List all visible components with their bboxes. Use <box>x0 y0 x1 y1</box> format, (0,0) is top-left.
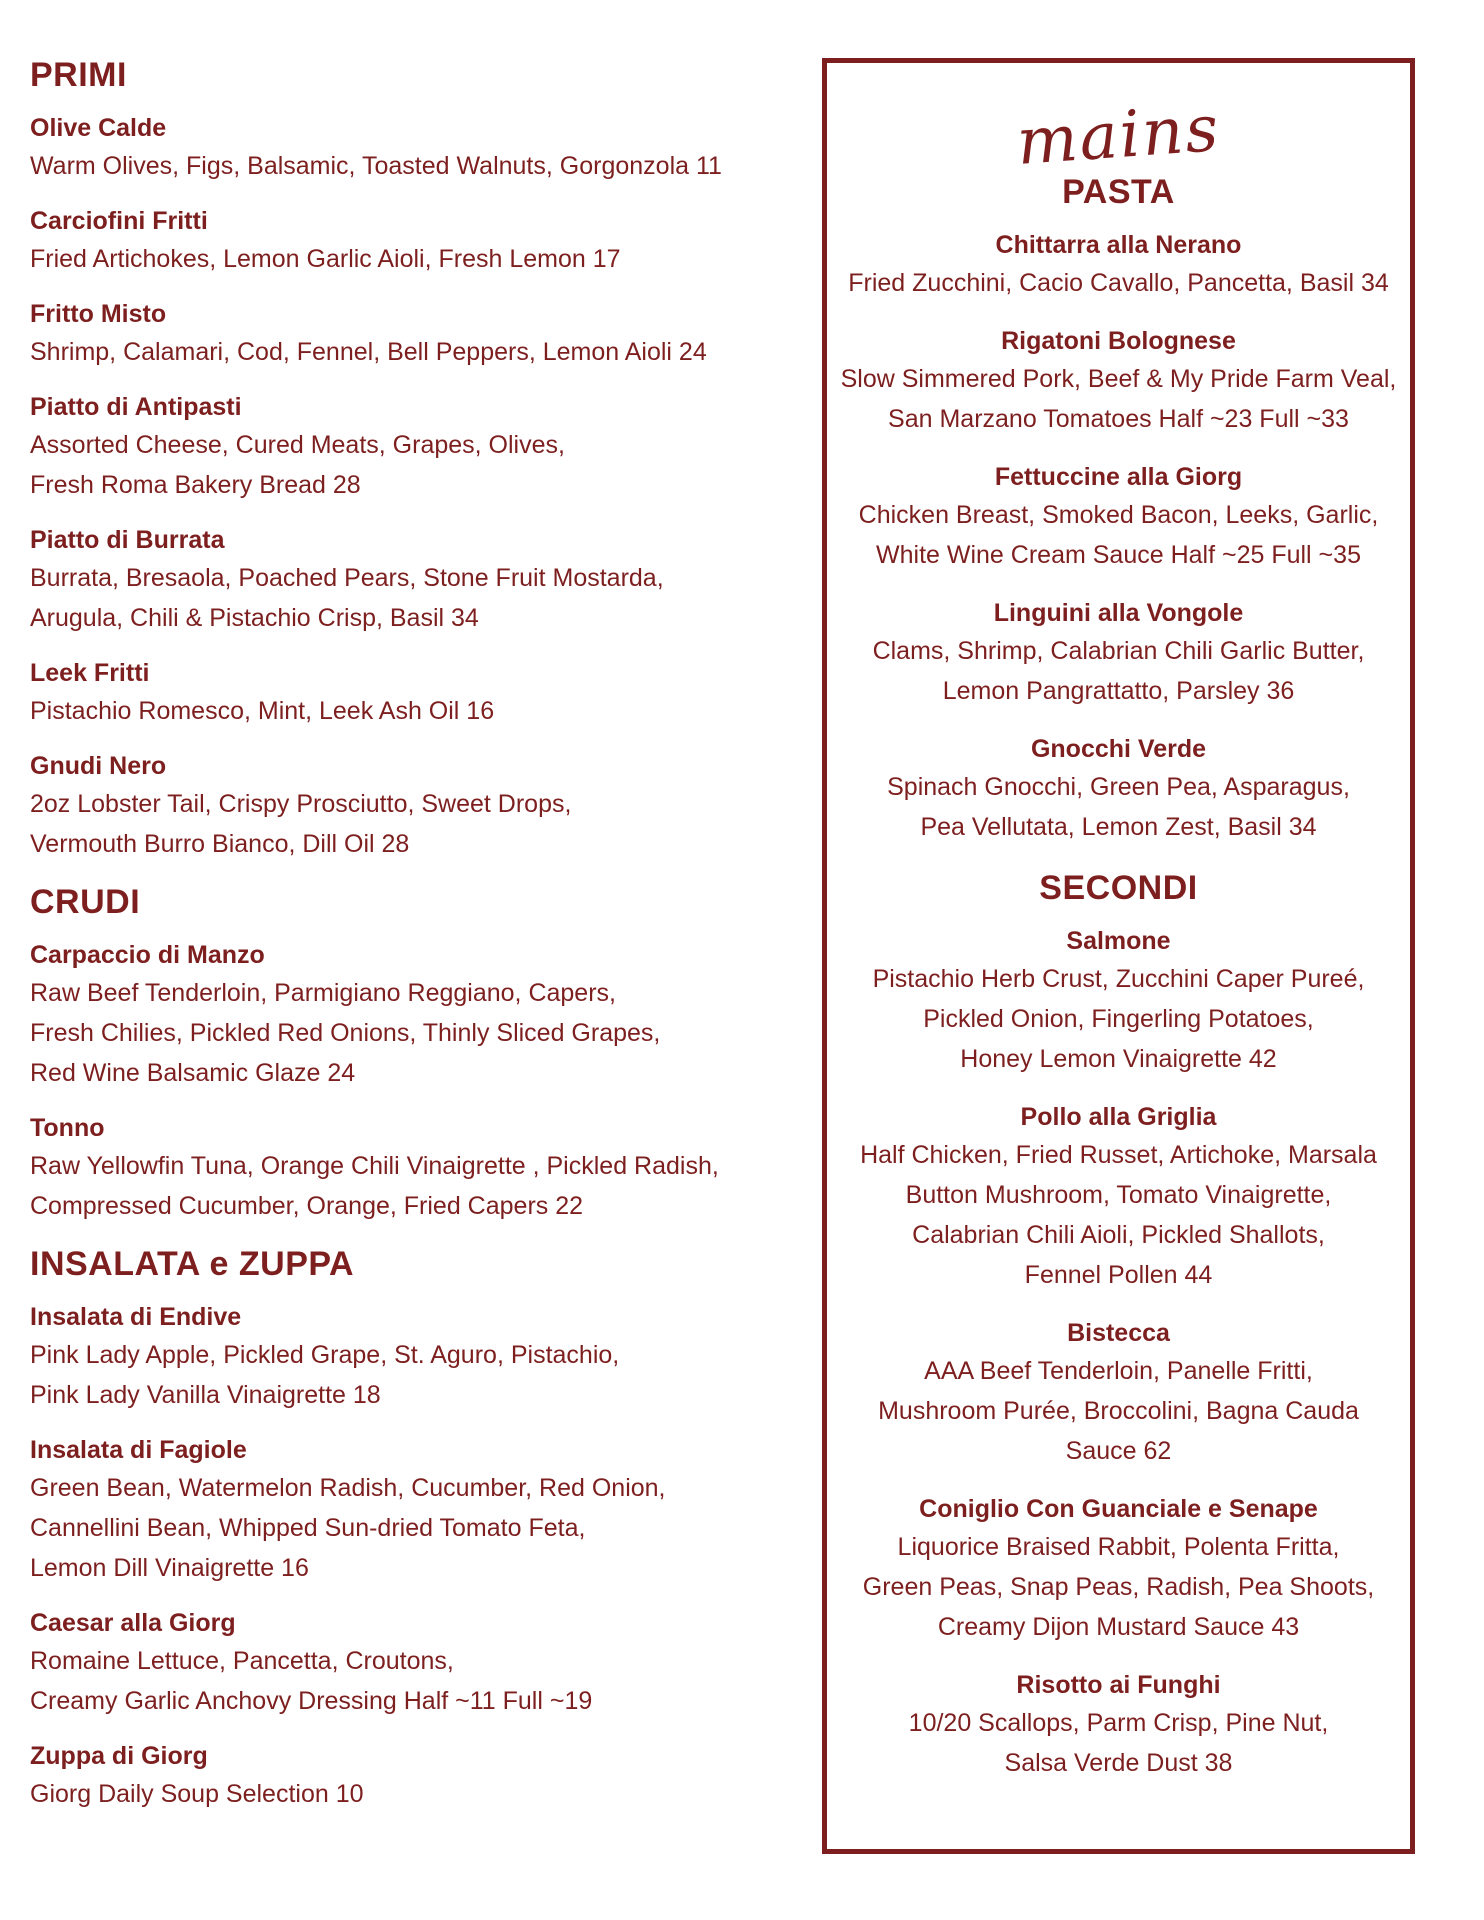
menu-item <box>30 389 790 505</box>
menu-item <box>827 595 1410 711</box>
section-title-secondi: SECONDI <box>1039 869 1198 907</box>
mains-script-title: mains <box>1014 91 1223 181</box>
item-description: Raw Beef Tenderloin, Parmigiano Reggiano, Capers, Fresh Chilies, Pickled Red Onions, Thinly Sliced Grapes, Red Wine Balsamic Glaze 24 <box>30 979 661 1087</box>
mains-box <box>822 58 1415 1854</box>
item-description: Raw Yellowfin Tuna, Orange Chili Vinaigrette , Pickled Radish, Compressed Cucumber, Orange, Fried Capers 22 <box>30 1152 719 1220</box>
item-description: Warm Olives, Figs, Balsamic, Toasted Walnuts, Gorgonzola 11 <box>30 152 722 180</box>
menu-item <box>30 748 790 864</box>
menu-item <box>30 296 790 372</box>
item-name: Chittarra alla Nerano <box>995 231 1242 259</box>
menu-item <box>827 1491 1410 1647</box>
item-name: Coniglio Con Guanciale e Senape <box>919 1495 1318 1523</box>
item-name: Linguini alla Vongole <box>993 599 1244 627</box>
item-name: Fritto Misto <box>30 300 167 328</box>
section-secondi <box>827 867 1410 1783</box>
menu-item <box>30 203 790 279</box>
item-name: Piatto di Antipasti <box>30 393 242 421</box>
item-name: Carpaccio di Manzo <box>30 941 265 969</box>
menu-item <box>30 1605 790 1721</box>
menu-item <box>827 459 1410 575</box>
menu-item <box>827 1099 1410 1295</box>
item-description: Fried Artichokes, Lemon Garlic Aioli, Fresh Lemon 17 <box>30 245 621 273</box>
item-name: Tonno <box>30 1114 105 1142</box>
section-pasta <box>827 171 1410 847</box>
item-name: Pollo alla Griglia <box>1020 1103 1217 1131</box>
item-description: AAA Beef Tenderloin, Panelle Fritti, Mushroom Purée, Broccolini, Bagna Cauda Sauce 62 <box>878 1357 1359 1465</box>
section-title-insalata-zuppa: INSALATA e ZUPPA <box>30 1245 355 1283</box>
mains-content <box>827 91 1410 1803</box>
item-name: Insalata di Endive <box>30 1303 242 1331</box>
menu-item <box>827 1315 1410 1471</box>
item-description: Half Chicken, Fried Russet, Artichoke, Marsala Button Mushroom, Tomato Vinaigrette, Calabrian Chili Aioli, Pickled Shallots, Fennel Pollen 44 <box>860 1141 1377 1289</box>
item-description: Shrimp, Calamari, Cod, Fennel, Bell Peppers, Lemon Aioli 24 <box>30 338 707 366</box>
item-description: Romaine Lettuce, Pancetta, Croutons, Creamy Garlic Anchovy Dressing Half ~11 Full ~19 <box>30 1647 593 1715</box>
item-name: Gnocchi Verde <box>1030 735 1207 763</box>
item-description: Giorg Daily Soup Selection 10 <box>30 1780 364 1808</box>
item-name: Piatto di Burrata <box>30 526 225 554</box>
menu-item <box>30 110 790 186</box>
item-name: Insalata di Fagiole <box>30 1436 247 1464</box>
section-primi <box>30 54 790 864</box>
menu-item <box>30 1432 790 1588</box>
menu-item <box>827 323 1410 439</box>
item-name: Fettuccine alla Giorg <box>994 463 1243 491</box>
item-name: Carciofini Fritti <box>30 207 208 235</box>
item-name: Risotto ai Funghi <box>1016 1671 1221 1699</box>
item-name: Caesar alla Giorg <box>30 1609 236 1637</box>
left-column <box>30 54 790 1831</box>
item-name: Olive Calde <box>30 114 167 142</box>
item-description: 10/20 Scallops, Parm Crisp, Pine Nut, Salsa Verde Dust 38 <box>908 1709 1329 1777</box>
item-description: Assorted Cheese, Cured Meats, Grapes, Olives, Fresh Roma Bakery Bread 28 <box>30 431 565 499</box>
item-description: Liquorice Braised Rabbit, Polenta Fritta, Green Peas, Snap Peas, Radish, Pea Shoots, Creamy Dijon Mustard Sauce 43 <box>862 1533 1375 1641</box>
item-name: Zuppa di Giorg <box>30 1742 208 1770</box>
section-crudi <box>30 881 790 1226</box>
section-title-pasta: PASTA <box>1062 173 1175 211</box>
menu-item <box>30 937 790 1093</box>
section-title-crudi: CRUDI <box>30 883 141 921</box>
item-description: Burrata, Bresaola, Poached Pears, Stone Fruit Mostarda, Arugula, Chili & Pistachio Crisp, Basil 34 <box>30 564 664 632</box>
item-name: Gnudi Nero <box>30 752 167 780</box>
item-description: Pistachio Herb Crust, Zucchini Caper Pureé, Pickled Onion, Fingerling Potatoes, Honey Lemon Vinaigrette 42 <box>872 965 1365 1073</box>
menu-item <box>827 731 1410 847</box>
item-description: Pistachio Romesco, Mint, Leek Ash Oil 16 <box>30 697 495 725</box>
section-title-primi: PRIMI <box>30 56 127 94</box>
menu-item <box>827 1667 1410 1783</box>
item-name: Rigatoni Bolognese <box>1001 327 1236 355</box>
item-name: Salmone <box>1066 927 1171 955</box>
section-insalata-zuppa <box>30 1243 790 1814</box>
menu-item <box>30 1110 790 1226</box>
item-name: Bistecca <box>1067 1319 1170 1347</box>
item-description: Spinach Gnocchi, Green Pea, Asparagus, Pea Vellutata, Lemon Zest, Basil 34 <box>887 773 1350 841</box>
item-description: Clams, Shrimp, Calabrian Chili Garlic Butter, Lemon Pangrattatto, Parsley 36 <box>872 637 1365 705</box>
item-description: Slow Simmered Pork, Beef & My Pride Farm Veal, San Marzano Tomatoes Half ~23 Full ~33 <box>840 365 1397 433</box>
menu-item <box>30 1299 790 1415</box>
menu-item <box>30 1738 790 1814</box>
item-description: Green Bean, Watermelon Radish, Cucumber, Red Onion, Cannellini Bean, Whipped Sun-dried Tomato Feta, Lemon Dill Vinaigrette 16 <box>30 1474 666 1582</box>
item-description: Pink Lady Apple, Pickled Grape, St. Aguro, Pistachio, Pink Lady Vanilla Vinaigrette 18 <box>30 1341 620 1409</box>
menu-item <box>827 227 1410 303</box>
item-name: Leek Fritti <box>30 659 150 687</box>
item-description: Chicken Breast, Smoked Bacon, Leeks, Garlic, White Wine Cream Sauce Half ~25 Full ~35 <box>858 501 1379 569</box>
menu-item <box>30 522 790 638</box>
item-description: Fried Zucchini, Cacio Cavallo, Pancetta, Basil 34 <box>848 269 1389 297</box>
item-description: 2oz Lobster Tail, Crispy Prosciutto, Sweet Drops, Vermouth Burro Bianco, Dill Oil 28 <box>30 790 572 858</box>
menu-item <box>827 923 1410 1079</box>
menu-item <box>30 655 790 731</box>
